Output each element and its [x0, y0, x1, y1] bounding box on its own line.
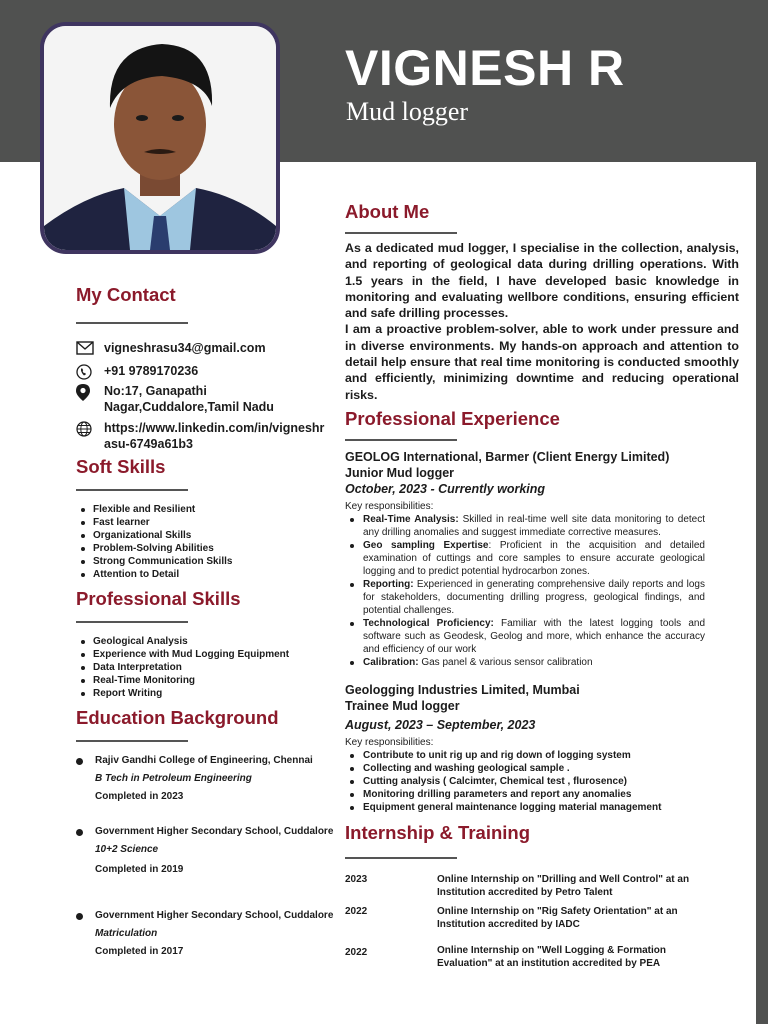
job-dates: October, 2023 - Currently working — [345, 482, 546, 496]
profile-photo — [40, 22, 280, 254]
contact-email[interactable]: vigneshrasu34@gmail.com — [104, 341, 266, 355]
bullet-dot — [76, 758, 83, 765]
job-entry — [345, 682, 745, 814]
list-item: Contribute to unit rig up and rig down of logging system — [345, 749, 705, 762]
contact-heading: My Contact — [76, 284, 176, 305]
company-name: Geologging Industries Limited, Mumbai — [345, 683, 580, 697]
about-divider — [345, 232, 457, 234]
experience-divider — [345, 439, 457, 441]
responsibilities-label: Key responsibilities: — [345, 737, 434, 748]
contact-email-row — [76, 340, 329, 356]
about-text — [345, 240, 739, 403]
degree-name: Matriculation — [95, 928, 158, 939]
experience-heading: Professional Experience — [345, 408, 560, 429]
professional-skills-divider — [76, 621, 188, 623]
school-name: Rajiv Gandhi College of Engineering, Chennai — [95, 755, 313, 766]
company-name: GEOLOG International, Barmer (Client Energy Limited) — [345, 450, 670, 464]
responsibilities-label: Key responsibilities: — [345, 501, 434, 512]
list-item: Calibration: Gas panel & various sensor calibration — [345, 656, 705, 669]
list-item: Data Interpretation — [76, 661, 289, 674]
contact-phone-row — [76, 363, 329, 380]
globe-icon — [76, 420, 104, 452]
school-name: Government Higher Secondary School, Cuddalore — [95, 910, 334, 921]
about-paragraph: I am a proactive problem-solver, able to work under pressure and in diverse environments. My hands-on approach and attention to detail help ensure that real time monitoring is conducted smoothly and efficiently, minimizing downtime and reducing operational risks. — [345, 322, 739, 402]
mail-icon — [76, 340, 104, 356]
about-paragraph: As a dedicated mud logger, I specialise in the collection, analysis, and reporting of geological data during drilling operations. With 1.5 years in the field, I have developed basic knowledge in monitoring and evaluating wellbore conditions, ensuring efficient and safe drilling processes. — [345, 241, 739, 321]
list-item: Reporting: Experienced in generating comprehensive daily reports and logs for stakeholders, documenting drilling progress, geological findings, and potential challenges. — [345, 578, 705, 617]
school-name: Government Higher Secondary School, Cuddalore — [95, 826, 334, 837]
list-item: Geological Analysis — [76, 635, 289, 648]
list-item: Real-Time Monitoring — [76, 674, 289, 687]
list-item: Collecting and washing geological sample . — [345, 762, 705, 775]
location-pin-icon — [76, 383, 104, 415]
right-edge-strip — [756, 162, 768, 1024]
training-description: Online Internship on "Drilling and Well Control" at an Institution accredited by Petro Talent — [437, 874, 690, 898]
education-divider — [76, 740, 188, 742]
soft-skills-list — [76, 503, 232, 581]
list-item: Report Writing — [76, 687, 289, 700]
contact-phone[interactable]: +91 9789170236 — [104, 364, 199, 378]
responsibilities-list — [345, 749, 745, 814]
list-item: Equipment general maintenance logging material management — [345, 801, 705, 814]
list-item: Strong Communication Skills — [76, 555, 232, 568]
soft-skills-divider — [76, 489, 188, 491]
list-item: Flexible and Resilient — [76, 503, 232, 516]
list-item: Geo sampling Expertise: Proficient in the acquisition and detailed examination of cuttings and core samples to ensure accurate geological logging and to predict potential hydrocarbon zones. — [345, 539, 705, 578]
contact-divider — [76, 322, 188, 324]
list-item: Cutting analysis ( Calcimter, Chemical test , flurosence) — [345, 775, 705, 788]
phone-icon — [76, 363, 104, 380]
professional-skills-list — [76, 635, 289, 700]
bullet-dot — [76, 913, 83, 920]
responsibilities-list — [345, 513, 745, 669]
education-heading: Education Background — [76, 707, 279, 728]
training-divider — [345, 857, 457, 859]
training-description: Online Internship on "Well Logging & Formation Evaluation" at an institution accredited by PEA — [437, 945, 666, 969]
candidate-name: VIGNESH R — [345, 40, 625, 96]
degree-name: B Tech in Petroleum Engineering — [95, 773, 252, 784]
training-year: 2023 — [345, 874, 368, 885]
list-item: Attention to Detail — [76, 568, 232, 581]
professional-skills-heading: Professional Skills — [76, 588, 241, 609]
job-title: Junior Mud logger — [345, 466, 455, 480]
soft-skills-heading: Soft Skills — [76, 456, 166, 477]
about-heading: About Me — [345, 201, 430, 222]
list-item: Fast learner — [76, 516, 232, 529]
list-item: Organizational Skills — [76, 529, 232, 542]
contact-linkedin-row — [76, 420, 329, 452]
training-year: 2022 — [345, 947, 368, 958]
bullet-dot — [76, 829, 83, 836]
contact-address: No:17, Ganapathi Nagar,Cuddalore,Tamil Nadu — [104, 384, 274, 414]
training-heading: Internship & Training — [345, 822, 531, 843]
degree-name: 10+2 Science — [95, 844, 159, 855]
list-item: Technological Proficiency: Familiar with the latest logging tools and software such as Geodesk, Geolog and more, which enhance the accuracy and efficiency of our work — [345, 617, 705, 656]
candidate-role: Mud logger — [346, 97, 469, 126]
job-entry — [345, 449, 745, 669]
list-item: Experience with Mud Logging Equipment — [76, 648, 289, 661]
contact-linkedin[interactable]: https://www.linkedin.com/in/vigneshrasu-6749a61b3 — [104, 421, 325, 451]
job-dates: August, 2023 – September, 2023 — [345, 718, 536, 732]
training-description: Online Internship on "Rig Safety Orientation" at an Institution accredited by IADC — [437, 906, 678, 930]
job-title: Trainee Mud logger — [345, 699, 460, 713]
completion-year: Completed in 2019 — [95, 864, 184, 875]
list-item: Monitoring drilling parameters and report any anomalies — [345, 788, 705, 801]
contact-address-row — [76, 383, 329, 415]
completion-year: Completed in 2023 — [95, 791, 184, 802]
list-item: Real-Time Analysis: Skilled in real-time well site data monitoring to detect any drilling anomalies and suggest immediate corrective measures. — [345, 513, 705, 539]
training-year: 2022 — [345, 906, 368, 917]
list-item: Problem-Solving Abilities — [76, 542, 232, 555]
completion-year: Completed in 2017 — [95, 946, 184, 957]
